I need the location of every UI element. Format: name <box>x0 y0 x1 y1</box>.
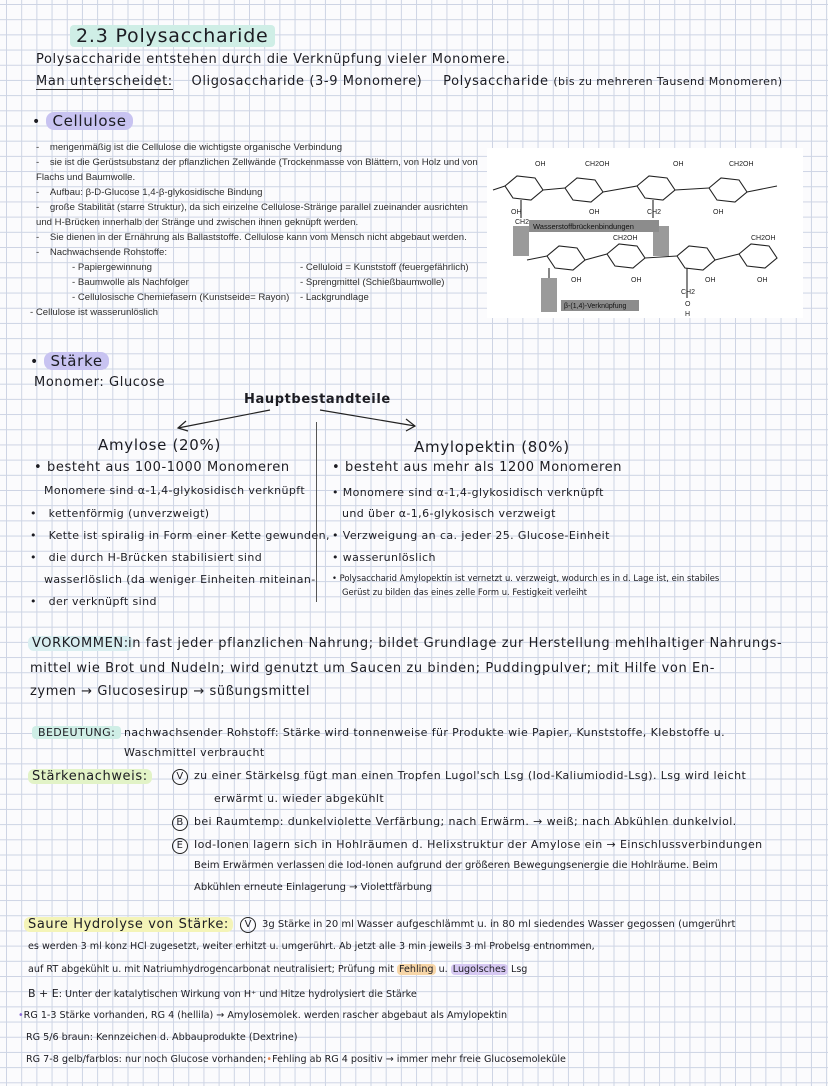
atom-label: CH2OH <box>729 161 754 168</box>
starch-heading: • Stärke <box>30 352 109 370</box>
atom-label: OH <box>757 277 768 284</box>
importance-line-2: Waschmittel verbraucht <box>124 746 265 759</box>
atom-label: OH <box>631 277 642 284</box>
amylopectin-line: • Polysaccharid Amylopektin ist vernetzt u. verzweigt, wodurch es in d. Lage ist, ein stabiles <box>332 573 720 583</box>
atom-label: OH <box>535 161 546 168</box>
cellulose-line: - Nachwachsende Rohstoffe: <box>36 247 168 258</box>
page-title: 2.3 Polysaccharide <box>70 25 275 47</box>
amylose-line: • Kette ist spiralig in Form einer Kette gewunden, <box>30 529 330 542</box>
amylose-line: • der verknüpft sind <box>30 595 157 608</box>
cellulose-use: - Baumwolle als Nachfolger <box>72 277 189 288</box>
atom-label: OH <box>673 161 684 168</box>
amylopectin-line: und über α-1,6-glykosisch verzweigt <box>342 507 556 520</box>
atom-label: O <box>685 301 691 308</box>
starch-main-components: Hauptbestandteile <box>244 392 391 407</box>
atom-label: CH2OH <box>751 235 776 242</box>
amylose-line: wasserlöslich (da weniger Einheiten miteinan- <box>44 573 316 586</box>
circle-marker: E <box>172 838 188 854</box>
amylopectin-title: Amylopektin (80%) <box>414 438 570 456</box>
occurrence-label: VORKOMMEN: <box>28 636 133 651</box>
hydrolysis-line-1: V 3g Stärke in 20 ml Wasser aufgeschlämmt u. in 80 ml siedendes Wasser gegossen (umgerührt <box>240 917 735 933</box>
amylopectin-line: Gerüst zu bilden das eines zelle Form u. Festigkeit verleiht <box>342 587 588 597</box>
cellulose-line: - sie ist die Gerüstsubstanz der pflanzlichen Zellwände (Trockenmasse von Blättern, von Holz und von <box>36 157 478 168</box>
amylose-line: Monomere sind α-1,4-glykosidisch verknüpft <box>44 484 306 497</box>
atom-label: OH <box>589 209 600 216</box>
amylose-title: Amylose (20%) <box>98 436 222 454</box>
cellulose-use: - Cellulosische Chemiefasern (Kunstseide= Rayon) <box>72 292 290 303</box>
amylose-line: • kettenförmig (unverzweigt) <box>30 507 210 520</box>
amylopectin-line: • Verzweigung an ca. jeder 25. Glucose-Einheit <box>332 529 610 542</box>
rg-line-1: •RG 1-3 Stärke vorhanden, RG 4 (hellila) → Amylosemolek. werden rascher abgebaut als Amylopektin <box>18 1010 508 1021</box>
cellulose-line: und H-Brücken innerhalb der Stränge und zwischen ihnen geknüpft werden. <box>36 217 359 228</box>
glucose-ring <box>565 178 603 202</box>
hbond-label: Wasserstoffbrückenbindungen <box>533 222 634 231</box>
proof-label: Stärkenachweis: <box>28 769 152 784</box>
fehling-highlight: Fehling <box>399 964 434 975</box>
cellulose-line: - große Stabilität (starre Struktur), da sich einzelne Cellulose-Stränge parallel zueinander ausrichten <box>36 202 468 213</box>
atom-label: H <box>685 311 691 318</box>
intro-oligo: Oligosaccharide (3-9 Monomere) <box>191 74 423 89</box>
rg-line-2: RG 5/6 braun: Kennzeichen d. Abbauprodukte (Dextrine) <box>26 1032 298 1043</box>
cellulose-use: - Papiergewinnung <box>72 262 153 273</box>
cellulose-use: - Sprengmittel (Schießbaumwolle) <box>300 277 445 288</box>
proof-e-line-3: Abkühlen erneute Einlagerung → Violettfärbung <box>194 882 433 893</box>
proof-e-line-2: Beim Erwärmen verlassen die Iod-Ionen aufgrund der größeren Bewegungsenergie die Hohlräume. Beim <box>194 860 718 871</box>
atom-label: CH2 <box>647 209 662 216</box>
intro-poly: Polysaccharide <box>443 74 549 89</box>
amylopectin-line: • besteht aus mehr als 1200 Monomeren <box>332 460 623 475</box>
hydrolysis-line-3: auf RT abgekühlt u. mit Natriumhydrogencarbonat neutralisiert; Prüfung mit Fehling u. Lugolsches Lsg <box>28 964 528 975</box>
starch-column-divider <box>316 422 317 602</box>
link-label: β-(1,4)-Verknüpfung <box>564 303 627 310</box>
atom-label: CH2OH <box>613 235 638 242</box>
cellulose-structure-diagram <box>487 148 803 318</box>
atom-label: OH <box>713 209 724 216</box>
glucose-ring <box>505 176 543 200</box>
glucose-ring <box>607 244 645 268</box>
hbond-marker <box>541 278 557 312</box>
atom-label: CH2OH <box>585 161 610 168</box>
circle-marker: B <box>172 815 188 831</box>
circle-marker: V <box>172 769 188 785</box>
amylopectin-line: • Monomere sind α-1,4-glykosidisch verknüpft <box>332 486 604 499</box>
cellulose-heading: • Cellulose <box>32 112 133 130</box>
proof-v-line-2: erwärmt u. wieder abgekühlt <box>214 792 385 805</box>
atom-label: CH2 <box>515 219 530 226</box>
atom-label: OH <box>705 277 716 284</box>
circle-marker: V <box>240 917 256 933</box>
amylose-line: • besteht aus 100-1000 Monomeren <box>34 460 290 475</box>
cellulose-structure-svg <box>487 148 803 318</box>
cellulose-line: - Aufbau: β-D-Glucose 1,4-β-glykosidische Bindung <box>36 187 263 198</box>
cellulose-line: - Sie dienen in der Ernährung als Ballaststoffe. Cellulose kann vom Mensch nicht abgebaut werden. <box>36 232 467 243</box>
hydrolysis-be-line: B + E: Unter der katalytischen Wirkung von H⁺ und Hitze hydrolysiert die Stärke <box>28 987 417 1000</box>
amylopectin-line: • wasserunlöslich <box>332 551 436 564</box>
cellulose-line-last: - Cellulose ist wasserunlöslich <box>30 307 158 318</box>
cellulose-line: Flachs und Baumwolle. <box>36 172 136 183</box>
atom-label: CH2 <box>681 289 696 296</box>
proof-b-line: B bei Raumtemp: dunkelviolette Verfärbung; nach Erwärm. → weiß; nach Abkühlen dunkelviol. <box>172 815 737 831</box>
importance-label: BEDEUTUNG: <box>32 726 121 739</box>
occurrence-line-3: zymen → Glucosesirup → süßungsmittel <box>30 684 311 699</box>
starch-monomer: Monomer: Glucose <box>34 375 166 390</box>
intro-poly-note: (bis zu mehreren Tausend Monomeren) <box>553 75 783 88</box>
glucose-ring <box>677 246 715 270</box>
proof-v-line-1: V zu einer Stärkelsg fügt man einen Tropfen Lugol'sch Lsg (Iod-Kaliumiodid-Lsg). Lsg wird leicht <box>172 769 746 785</box>
cellulose-use: - Celluloid = Kunststoff (feuergefährlich) <box>300 262 469 273</box>
be-markers: B + E <box>28 987 59 1000</box>
cellulose-line: - mengenmäßig ist die Cellulose die wichtigste organische Verbindung <box>36 142 343 153</box>
glucose-ring <box>709 178 747 202</box>
rg-line-3: RG 7-8 gelb/farblos: nur noch Glucose vorhanden;•Fehling ab RG 4 positiv → immer mehr freie Glucosemoleküle <box>26 1054 566 1065</box>
hbond-marker <box>513 226 529 256</box>
glucose-ring <box>739 244 777 268</box>
amylose-line: • die durch H-Brücken stabilisiert sind <box>30 551 263 564</box>
proof-e-line-1: E Iod-Ionen lagern sich in Hohlräumen d. Helixstruktur der Amylose ein → Einschlussverbindungen <box>172 838 763 854</box>
intro-line-1: Polysaccharide entstehen durch die Verknüpfung vieler Monomere. <box>36 52 511 67</box>
atom-label: OH <box>511 209 522 216</box>
occurrence-line-1: in fast jeder pflanzlichen Nahrung; bildet Grundlage zur Herstellung mehlhaltiger Nahrungs- <box>128 636 783 651</box>
occurrence-line-2: mittel wie Brot und Nudeln; wird genutzt um Saucen zu binden; Puddingpulver; mit Hilfe von En- <box>30 661 716 676</box>
intro-line-2 <box>36 74 782 89</box>
atom-label: OH <box>571 277 582 284</box>
importance-line-1: nachwachsender Rohstoff: Stärke wird tonnenweise für Produkte wie Papier, Kunststoffe, Klebstoffe u. <box>124 726 726 739</box>
glucose-ring <box>547 246 585 270</box>
lugol-highlight: Lugolsches <box>452 964 506 975</box>
glucose-ring <box>637 176 675 200</box>
intro-lead: Man unterscheidet: <box>36 74 173 89</box>
hydrolysis-line-2: es werden 3 ml konz HCl zugesetzt, weiter erhitzt u. umgerührt. Ab jetzt alle 3 min jeweils 3 ml Probelsg entnommen, <box>28 941 595 952</box>
cellulose-use: - Lackgrundlage <box>300 292 369 303</box>
hydrolysis-label: Saure Hydrolyse von Stärke: <box>24 917 233 932</box>
